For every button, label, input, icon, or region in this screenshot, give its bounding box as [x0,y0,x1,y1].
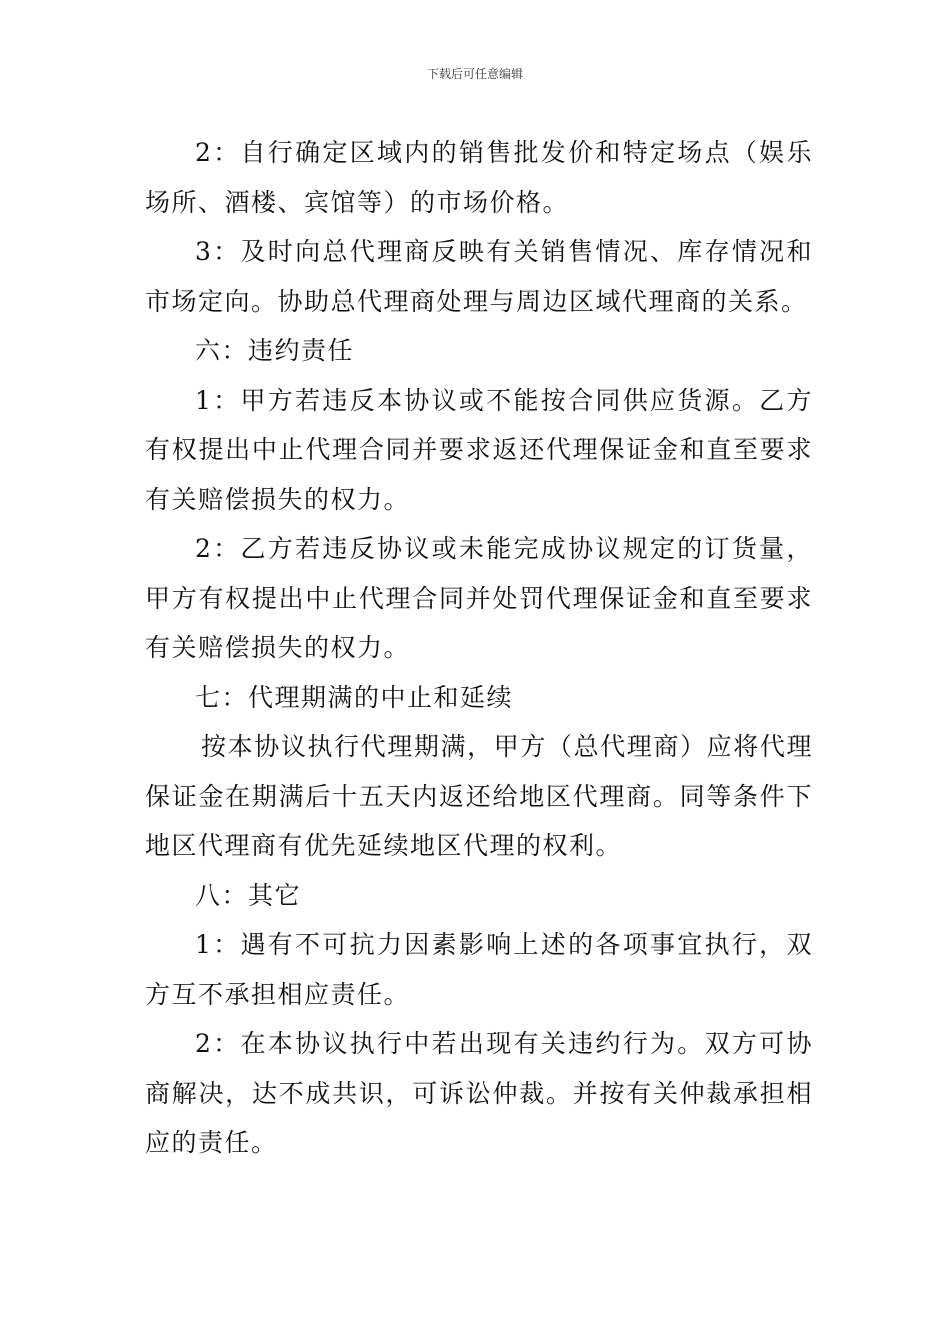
section-heading: 六：违约责任 [195,336,355,365]
clause-paragraph: 2：在本协议执行中若出现有关违约行为。双方可协商解决，达不成共识，可诉讼仲裁。并按有关仲裁承担相应的责任。 [145,1029,813,1157]
page-header-note: 下载后可任意编辑 [426,67,523,81]
clause-paragraph: 按本协议执行代理期满，甲方（总代理商）应将代理保证金在期满后十五天内返还给地区代理商。同等条件下地区代理商有优先延续地区代理的权利。 [145,732,813,860]
section-heading: 八：其它 [195,880,302,910]
clause-paragraph: 1：遇有不可抗力因素影响上述的各项事宜执行，双方互不承担相应责任。 [145,930,813,1009]
document-body [145,128,813,1168]
clause-paragraph: 3：及时向总代理商反映有关销售情况、库存情况和市场定向。协助总代理商处理与周边区域代理商的关系。 [145,237,813,316]
clause-paragraph: 1：甲方若违反本协议或不能按合同供应货源。乙方有权提出中止代理合同并要求返还代理保证金和直至要求有关赔偿损失的权力。 [145,385,813,514]
clause-paragraph: 2：自行确定区域内的销售批发价和特定场点（娱乐场所、酒楼、宾馆等）的市场价格。 [145,138,813,217]
clause-paragraph: 2：乙方若违反协议或未能完成协议规定的订货量，甲方有权提出中止代理合同并处罚代理保证金和直至要求有关赔偿损失的权力。 [145,534,813,662]
section-heading: 七：代理期满的中止和延续 [195,682,514,712]
